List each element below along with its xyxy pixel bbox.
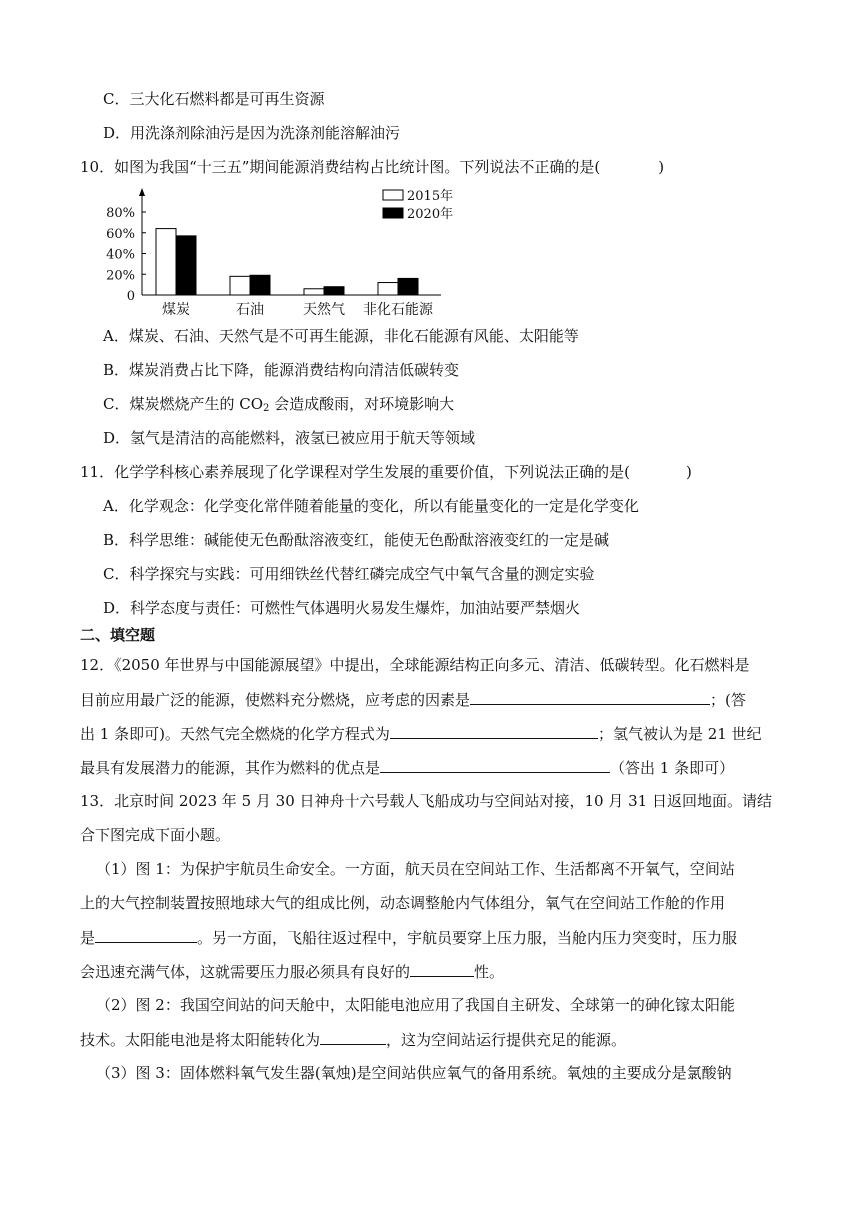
q12-blank-3[interactable] (380, 757, 610, 773)
y-tick-label: 20% (106, 268, 135, 284)
legend-label: 2020年 (407, 207, 454, 222)
q13-part1-line-3 (80, 927, 737, 948)
q13-part2-line-2 (80, 1029, 626, 1050)
q12-blank-1[interactable] (470, 689, 710, 705)
bar (378, 283, 398, 295)
bar (304, 289, 324, 295)
q10-stem (80, 157, 664, 177)
bar (156, 229, 176, 295)
energy-bar-chart (96, 182, 466, 318)
q13-line-1: 13．北京时间 2023 年 5 月 30 日神舟十六号载人飞船成功与空间站对接，10 月 31 日返回地面。请结 (80, 792, 772, 810)
bar (230, 276, 250, 295)
q12-line-3 (80, 723, 762, 744)
q11-stem-text: 11．化学学科核心素养展现了化学课程对学生发展的重要价值，下列说法正确的是( (80, 463, 630, 481)
q12-line-2-text: 目前应用最广泛的能源，使燃料充分燃烧，应考虑的因素是 (80, 691, 471, 709)
q11-option-b: B．科学思维：碱能使无色酚酞溶液变红，能使无色酚酞溶液变红的一定是碱 (103, 531, 610, 549)
q12-line-2-end: ；(答 (710, 691, 746, 709)
q13-part2-line-2-end: ，这为空间站运行提供充足的能源。 (386, 1031, 627, 1049)
q12-line-4-text: 最具有发展潜力的能源，其作为燃料的优点是 (80, 759, 381, 777)
y-tick-label: 40% (106, 247, 135, 263)
q12-line-3-end: ；氢气被认为是 21 世纪 (597, 725, 762, 743)
q12-line-4-end: （答出 1 条即可） (610, 759, 735, 777)
q10-option-c (103, 394, 454, 414)
q13-part1-line-3-text: 是 (80, 929, 96, 947)
q12-line-1: 12．《2050 年世界与中国能源展望》中提出，全球能源结构正向多元、清洁、低碳转型。化石燃料是 (80, 656, 750, 674)
category-label: 天然气 (303, 302, 345, 318)
q11-option-c: C．科学探究与实践：可用细铁丝代替红磷完成空气中氧气含量的测定实验 (103, 565, 595, 583)
bar (176, 236, 196, 295)
q13-blank-3[interactable] (320, 1029, 386, 1045)
section-heading-fill-in: 二、填空题 (80, 626, 156, 644)
q13-part1-line-4-text: 会迅速充满气体，这就需要压力服必须具有良好的 (80, 963, 411, 981)
q13-blank-1[interactable] (95, 927, 197, 943)
bar (250, 275, 270, 295)
legend-swatch (383, 208, 403, 218)
q11-option-a: A．化学观念：化学变化常伴随着能量的变化，所以有能量变化的一定是化学变化 (103, 497, 639, 515)
q13-part2-line-2-text: 技术。太阳能电池是将太阳能转化为 (80, 1031, 321, 1049)
q10-option-a: A．煤炭、石油、天然气是不可再生能源，非化石能源有风能、太阳能等 (103, 327, 579, 345)
q10-option-c-post: 会造成酸雨，对环境影响大 (269, 395, 455, 413)
q10-paren-close: ) (658, 158, 665, 176)
q13-line-2: 合下图完成下面小题。 (80, 826, 231, 844)
q11-option-d: D．科学态度与责任：可燃性气体遇明火易发生爆炸，加油站要严禁烟火 (103, 599, 581, 617)
category-label: 石油 (236, 302, 264, 318)
q13-part1-line-4 (80, 961, 504, 982)
q12-line-3-text: 出 1 条即可)。天然气完全燃烧的化学方程式为 (80, 725, 390, 743)
legend-label: 2015年 (407, 189, 454, 204)
q13-part1-line-3-end: 。另一方面，飞船往返过程中，宇航员要穿上压力服，当舱内压力突变时，压力服 (197, 929, 738, 947)
q12-line-4 (80, 757, 734, 778)
bar (324, 287, 344, 295)
q13-part1-line-4-end: 性。 (474, 963, 505, 981)
q13-part1-line-2: 上的大气控制装置按照地球大气的组成比例，动态调整舱内气体组分，氧气在空间站工作舱的作用 (80, 894, 726, 912)
q10-option-d: D．氢气是清洁的高能燃料，液氢已被应用于航天等领域 (103, 429, 476, 447)
y-tick-label: 80% (106, 206, 135, 221)
q13-blank-2[interactable] (410, 961, 474, 977)
bar (398, 278, 418, 295)
q11-stem (80, 462, 692, 482)
q9-option-d: D．用洗涤剂除油污是因为洗涤剂能溶解油污 (103, 124, 401, 142)
q11-paren-close: ) (685, 463, 692, 481)
q10-option-c-sub: 2 (263, 403, 270, 414)
y-axis-arrow (139, 188, 145, 196)
legend-swatch (383, 190, 403, 200)
q10-option-c-pre: C．煤炭燃烧产生的 CO (103, 395, 264, 413)
q12-line-2 (80, 689, 746, 710)
q13-part3-line-1: （3）图 3：固体燃料氧气发生器(氧烛)是空间站供应氧气的备用系统。氧烛的主要成分是氯酸钠 (96, 1064, 732, 1082)
q9-option-c: C．三大化石燃料都是可再生资源 (103, 90, 325, 108)
q13-part1-line-1: （1）图 1：为保护宇航员生命安全。一方面，航天员在空间站工作、生活都离不开氧气，空间站 (96, 860, 735, 878)
q13-part2-line-1: （2）图 2：我国空间站的问天舱中，太阳能电池应用了我国自主研发、全球第一的砷化镓太阳能 (96, 996, 735, 1014)
q12-blank-2[interactable] (390, 723, 598, 739)
q10-option-b: B．煤炭消费占比下降，能源消费结构向清洁低碳转变 (103, 361, 460, 379)
category-label: 煤炭 (162, 302, 190, 318)
y-tick-label: 60% (106, 226, 135, 242)
y-tick-label: 0 (126, 289, 135, 304)
q10-stem-text: 10．如图为我国“十三五”期间能源消费结构占比统计图。下列说法不正确的是( (80, 158, 601, 176)
category-label: 非化石能源 (363, 302, 433, 318)
